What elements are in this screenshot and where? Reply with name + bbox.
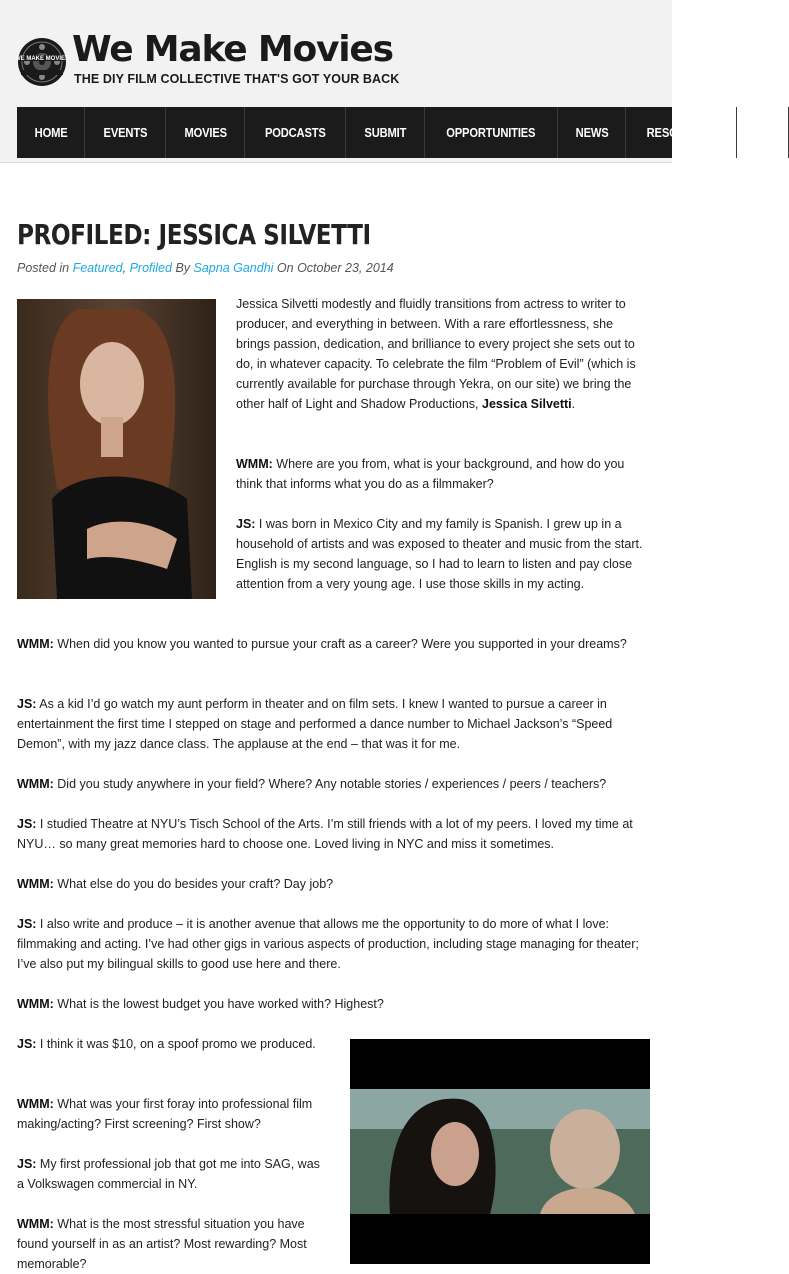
qa-speaker: WMM: [17,997,54,1011]
post-title: PROFILED: JESSICA SILVETTI [17,218,371,251]
intro-end: . [571,397,576,411]
qa-paragraph [17,1214,332,1274]
nav-item-label: OPPORTUNITIES [446,125,536,140]
logo-film-reel-icon[interactable] [14,37,70,87]
meta-by: By [171,261,194,275]
nav-item-podcasts[interactable] [245,107,346,158]
nav-item-label: HOME [34,125,68,140]
video-embed[interactable] [350,1039,650,1264]
main-nav [17,107,772,158]
qa-paragraph [17,634,650,654]
site-tagline: THE DIY FILM COLLECTIVE THAT'S GOT YOUR BACK [74,72,400,86]
nav-item-events[interactable] [85,107,166,158]
qa-speaker: WMM: [236,457,273,471]
nav-item-news[interactable] [558,107,626,158]
qa-text: What is the most stressful situation you have found yourself in as an artist? Most rewarding? Most memorable? [17,1217,307,1271]
meta-sep: , [122,261,130,275]
qa-paragraph [17,774,650,794]
qa-text: What else do you do besides your craft? Day job? [53,877,334,891]
qa-text: Where are you from, what is your background, and how do you think that informs what you do as a filmmaker? [236,457,625,491]
nav-item-home[interactable] [17,107,85,158]
qa-speaker: WMM: [17,777,54,791]
qa-text: I also write and produce – it is another avenue that allows me the opportunity to do more of what I love: filmmaking and acting. I’ve had other gigs in various aspects of production, including stage managing for theater; I’ve also put my bilingual skills to good use here and there. [17,917,639,971]
meta-posted-in: Posted in [17,261,73,275]
nav-item-movies[interactable] [166,107,245,158]
qa-text: What was your first foray into professional film making/acting? First screening? First show? [17,1097,313,1131]
qa-speaker: JS: [17,697,37,711]
qa-paragraph [17,814,650,854]
nav-item-label: PODCASTS [264,125,326,140]
qa-text: What is the lowest budget you have worked with? Highest? [53,997,384,1011]
nav-item-opi[interactable] [737,107,789,158]
qa-paragraph [236,514,650,594]
qa-speaker: JS: [236,517,256,531]
intro-name: Jessica Silvetti [482,397,572,411]
qa-speaker: JS: [17,917,37,931]
post-date: October 23, 2014 [297,261,394,275]
qa-text: My first professional job that got me into SAG, was a Volkswagen commercial in NY. [17,1157,320,1191]
category-link-featured[interactable]: Featured [72,261,123,275]
meta-on: On [273,261,298,275]
nav-item-submit[interactable] [346,107,425,158]
nav-item-resources[interactable] [626,107,737,158]
intro-text: Jessica Silvetti modestly and fluidly transitions from actress to writer to producer, and everything in between. With a rare effortlessness, she brings passion, dedication, and brilliance to every project she sets out to do, in whatever capacity. To celebrate the film “Problem of Evil” (which is currently available for purchase through Yekra, on our site) we bring the other half of Light and Shadow Productions, [236,297,636,411]
nav-item-opportunities[interactable] [425,107,559,158]
qa-text: I think it was $10, on a spoof promo we produced. [36,1037,316,1051]
category-link-profiled[interactable]: Profiled [129,261,172,275]
nav-item-label: SUBMIT [363,125,406,140]
qa-speaker: WMM: [17,877,54,891]
qa-paragraph [17,914,650,974]
qa-speaker: WMM: [17,1097,54,1111]
qa-text: Did you study anywhere in your field? Where? Any notable stories / experiences / peers / teachers? [53,777,607,791]
qa-speaker: JS: [17,1037,37,1051]
qa-speaker: WMM: [17,637,54,651]
logo-text: WE MAKE MOVIES [14,56,70,62]
qa-paragraph [17,1154,327,1194]
qa-speaker: JS: [17,817,37,831]
intro-paragraph [236,294,650,414]
qa-paragraph [236,454,650,494]
qa-text: As a kid I’d go watch my aunt perform in theater and on film sets. I knew I wanted to pursue a career in entertainment the first time I stepped on stage and performed a dance number to Michael Jackson’s “Speed Demon”, with my jazz dance class. The applause at the end – that was it for me. [17,697,613,751]
profile-photo [17,299,216,599]
qa-text: I studied Theatre at NYU’s Tisch School of the Arts. I’m still friends with a lot of my peers. I loved my time at NYU… so many great memories hard to choose one. Loved living in NYC and miss it sometimes. [17,817,633,851]
qa-text: I was born in Mexico City and my family is Spanish. I grew up in a household of artists and was exposed to theater and music from the start. English is my second language, so I had to learn to listen and pay close attention from a very young age. I use those skills in my acting. [236,517,643,591]
qa-paragraph [17,694,650,754]
nav-item-label: MOVIES [183,125,227,140]
nav-item-label: EVENTS [103,125,147,140]
qa-speaker: WMM: [17,1217,54,1231]
post-meta [17,261,394,275]
nav-item-label: NEWS [575,125,609,140]
qa-paragraph [17,1094,337,1134]
author-link[interactable]: Sapna Gandhi [193,261,274,275]
site-header [0,0,772,163]
qa-paragraph [17,874,650,894]
qa-speaker: JS: [17,1157,37,1171]
qa-text: When did you know you wanted to pursue your craft as a career? Were you supported in your dreams? [53,637,627,651]
nav-item-label: OPI [753,125,772,140]
nav-item-label: RESOURCES [646,125,716,140]
site-title[interactable]: We Make Movies [72,29,393,70]
qa-paragraph [17,994,650,1014]
qa-paragraph [17,1034,317,1054]
